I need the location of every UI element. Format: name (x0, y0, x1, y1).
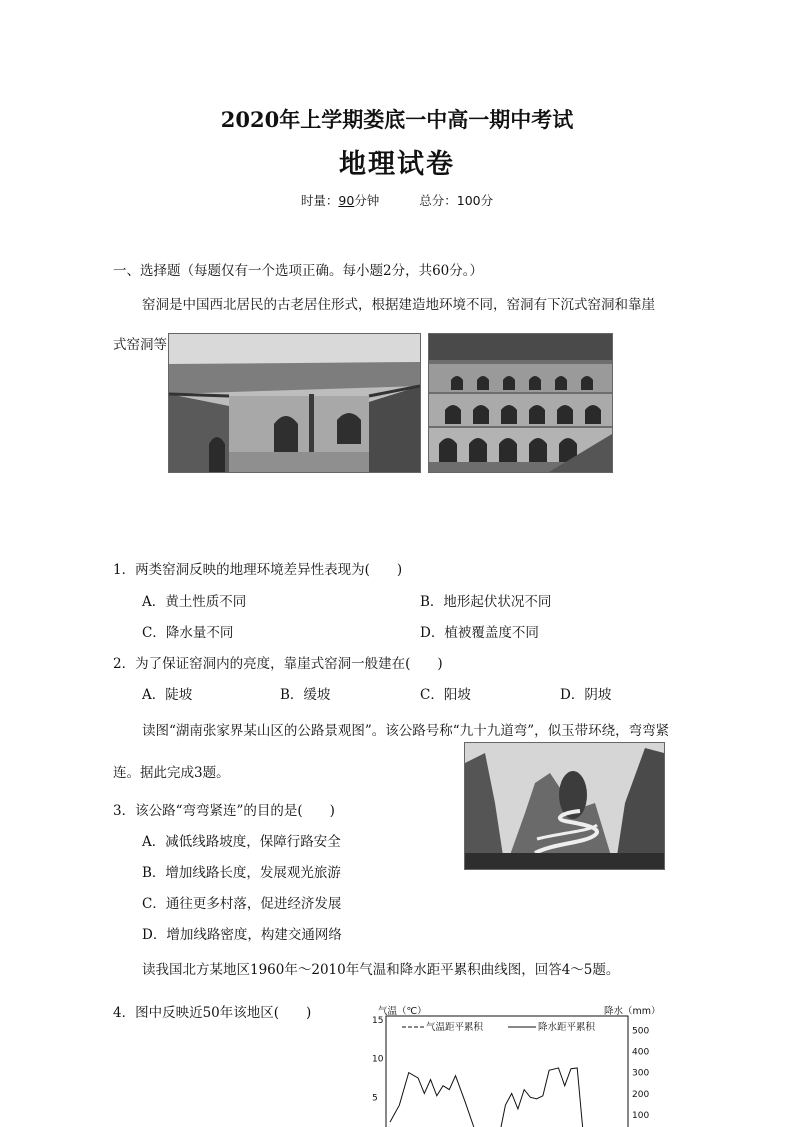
q1-option-b: B．地形起伏状况不同 (420, 594, 552, 610)
intro-line-1: 窑洞是中国西北居民的古老居住形式，根据建造地环境不同，窑洞有下沉式窑洞和靠崖 (142, 297, 655, 313)
time-label: 时量： (300, 193, 339, 208)
sunken-yaodong-photo (168, 333, 421, 473)
mountain-road-photo (464, 742, 665, 870)
chart-svg (372, 1006, 662, 1123)
q3-option-c: C．通往更多村落，促进经济发展 (142, 896, 342, 912)
y-left-tick-1: 10 (372, 1054, 384, 1065)
y-left-tick-2: 5 (372, 1093, 378, 1104)
chart-intro: 读我国北方某地区1960年～2010年气温和降水距平累积曲线图，回答4～5题。 (142, 962, 620, 978)
exam-title: 2020年上学期娄底一中高一期中考试 (220, 107, 574, 132)
exam-meta (0, 191, 794, 209)
road-intro-line-1: 读图“湖南张家界某山区的公路景观图”。该公路号称“九十九道弯”，似玉带环绕，弯弯紧 (142, 723, 670, 739)
q2-option-d: D．阴坡 (560, 687, 612, 703)
legend-temp: 气温距平累积 (426, 1022, 484, 1033)
q2-option-a: A．陡坡 (142, 687, 193, 703)
y-right-tick-1: 400 (632, 1047, 650, 1058)
q1-option-a: A．黄土性质不同 (142, 594, 247, 610)
q1-option-c: C．降水量不同 (142, 625, 234, 641)
y-right-tick-2: 300 (632, 1068, 650, 1079)
q2-option-c: C．阳坡 (420, 687, 471, 703)
section-heading: 一、选择题（每题仅有一个选项正确。每小题2分，共60分。） (113, 263, 484, 279)
y-left-label: 气温（℃） (378, 1006, 427, 1017)
y-left-tick-0: 15 (372, 1016, 384, 1026)
road-intro-line-2: 连。据此完成3题。 (113, 765, 230, 781)
exam-subtitle: 地理试卷 (339, 149, 455, 180)
temperature-precipitation-chart (372, 1006, 662, 1123)
question-2-stem: 2．为了保证窑洞内的亮度，靠崖式窑洞一般建在( ) (113, 656, 443, 672)
question-1-stem: 1．两类窑洞反映的地理环境差异性表现为( ) (113, 562, 403, 578)
y-right-label: 降水（mm） (604, 1006, 661, 1017)
series-line-0 (390, 1073, 480, 1127)
y-right-tick-0: 500 (632, 1026, 650, 1037)
q2-option-b: B．缓坡 (280, 687, 331, 703)
legend-precip: 降水距平累积 (538, 1022, 596, 1033)
intro-line-2: 式窑洞等 (113, 337, 167, 353)
q1-option-d: D．植被覆盖度不同 (420, 625, 539, 641)
y-right-tick-4: 100 (632, 1110, 650, 1121)
q3-option-a: A．减低线路坡度，保障行路安全 (142, 834, 341, 850)
time-value: 90 (338, 193, 355, 208)
q3-option-d: D．增加线路密度，构建交通网络 (142, 927, 342, 943)
cliff-yaodong-photo (428, 333, 613, 473)
time-unit: 分钟 (354, 193, 380, 208)
question-3-stem: 3．该公路“弯弯紧连”的目的是( ) (113, 803, 335, 819)
q3-option-b: B．增加线路长度，发展观光旅游 (142, 865, 341, 881)
score-label: 总分：100分 (419, 193, 494, 208)
question-4-stem: 4．图中反映近50年该地区( ) (113, 1005, 312, 1021)
series-line-1 (499, 1068, 583, 1127)
y-right-tick-3: 200 (632, 1089, 650, 1100)
